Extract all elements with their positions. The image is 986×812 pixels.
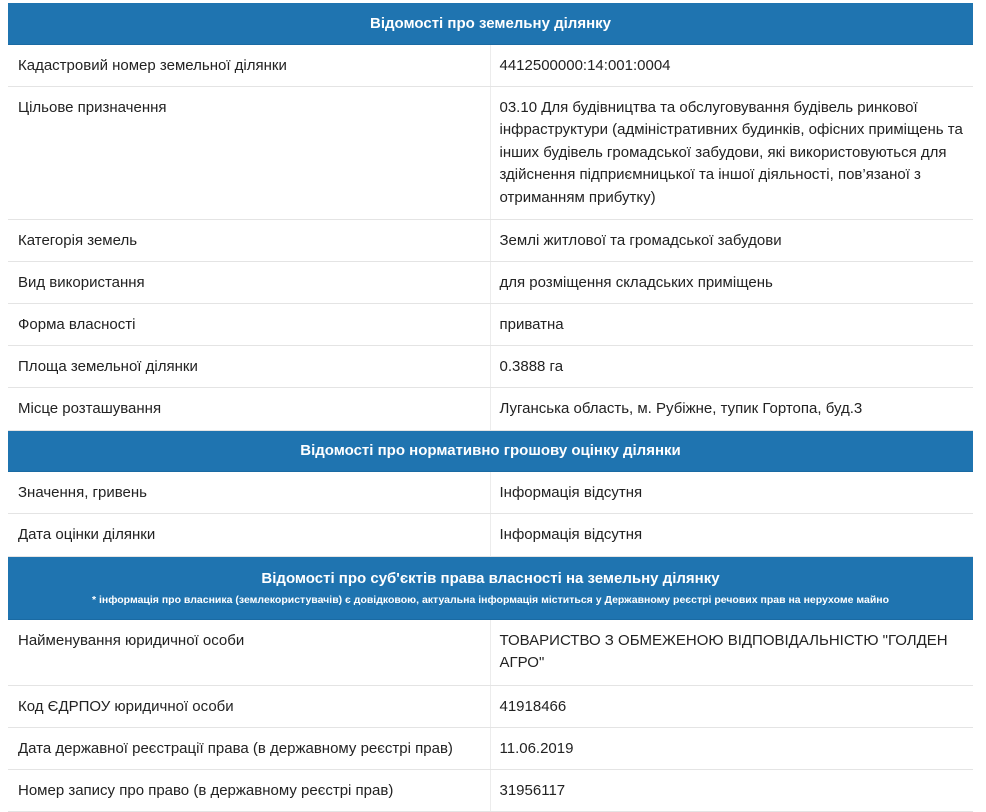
ownership-form-value: приватна (490, 303, 973, 345)
owners-section-note: * інформація про власника (землекористувачів) є довідковою, актуальна інформація міститься у Державному реєстрі речових прав на нерухоме майно (91, 593, 890, 606)
legal-entity-name-value: ТОВАРИСТВО З ОБМЕЖЕНОЮ ВІДПОВІДАЛЬНІСТЮ "ГОЛДЕН АГРО" (490, 619, 973, 685)
row-label: Кадастровий номер земельної ділянки (8, 44, 490, 86)
valuation-section-header (8, 430, 973, 471)
row-label: Найменування юридичної особи (8, 619, 490, 685)
table-row (8, 727, 973, 769)
table-row (8, 345, 973, 387)
row-label: Форма власності (8, 303, 490, 345)
record-number-value: 31956117 (490, 769, 973, 811)
edrpou-code-value: 41918466 (490, 685, 973, 727)
land-category-value: Землі житлової та громадської забудови (490, 219, 973, 261)
owners-section-title: Відомості про суб'єктів права власності на земельну ділянку (261, 569, 720, 587)
purpose-value: 03.10 Для будівництва та обслуговування будівель ринкової інфраструктури (адміністративних будинків, офісних приміщень та інших будівель громадської забудови, які використовуються для здійснення підприємницької та іншої діяльності, пов’язаної з отриманням прибутку) (490, 86, 973, 219)
table-row (8, 219, 973, 261)
usage-type-value: для розміщення складських приміщень (490, 261, 973, 303)
registration-date-value: 11.06.2019 (490, 727, 973, 769)
row-label: Місце розташування (8, 387, 490, 430)
land-section-header (8, 3, 973, 44)
land-info-table (8, 3, 973, 812)
valuation-amount-value: Інформація відсутня (490, 471, 973, 513)
land-section-title: Відомості про земельну ділянку (8, 3, 973, 44)
table-row (8, 685, 973, 727)
owners-section-header (8, 556, 973, 619)
cadastral-number-value: 4412500000:14:001:0004 (490, 44, 973, 86)
row-label: Вид використання (8, 261, 490, 303)
table-row (8, 86, 973, 219)
table-row (8, 44, 973, 86)
table-row (8, 513, 973, 556)
row-label: Номер запису про право (в державному реєстрі прав) (8, 769, 490, 811)
area-value: 0.3888 га (490, 345, 973, 387)
valuation-date-value: Інформація відсутня (490, 513, 973, 556)
row-label: Дата державної реєстрації права (в державному реєстрі прав) (8, 727, 490, 769)
table-row (8, 303, 973, 345)
row-label: Дата оцінки ділянки (8, 513, 490, 556)
land-info-panel (8, 3, 973, 812)
row-label: Категорія земель (8, 219, 490, 261)
row-label: Площа земельної ділянки (8, 345, 490, 387)
table-row (8, 387, 973, 430)
valuation-section-title: Відомості про нормативно грошову оцінку ділянки (8, 430, 973, 471)
row-label: Значення, гривень (8, 471, 490, 513)
row-label: Код ЄДРПОУ юридичної особи (8, 685, 490, 727)
table-row (8, 261, 973, 303)
table-row (8, 619, 973, 685)
table-row (8, 471, 973, 513)
table-row (8, 769, 973, 811)
location-value: Луганська область, м. Рубіжне, тупик Гортопа, буд.3 (490, 387, 973, 430)
row-label: Цільове призначення (8, 86, 490, 219)
